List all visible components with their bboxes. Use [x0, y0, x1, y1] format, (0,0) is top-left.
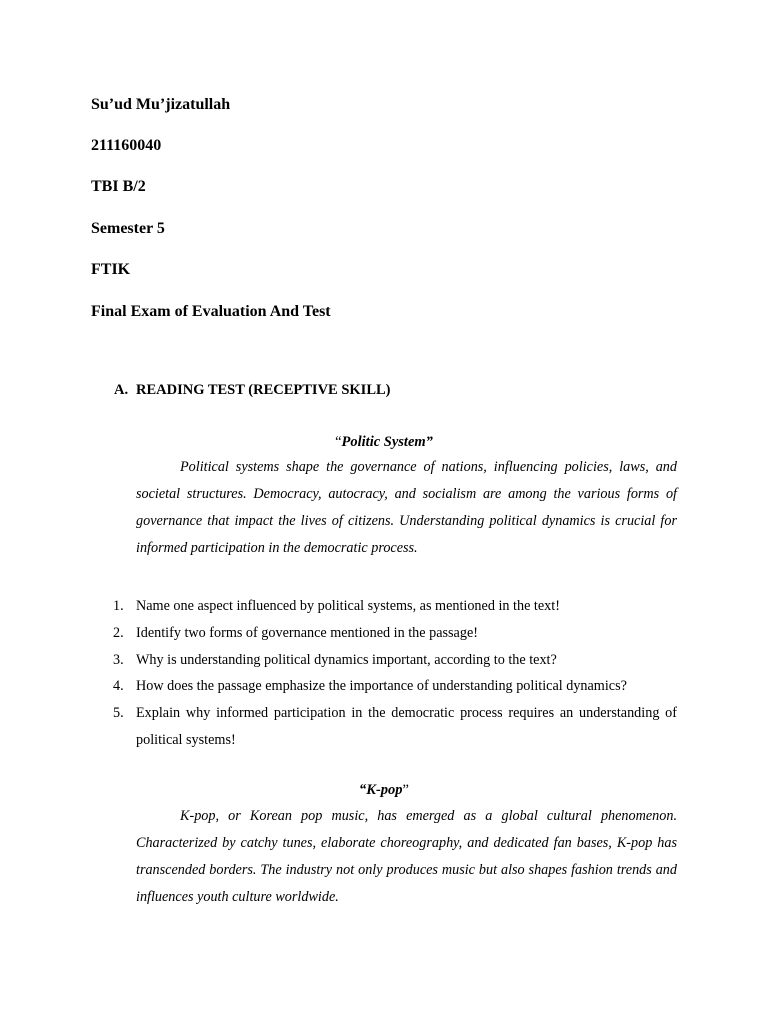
question-text: Explain why informed participation in the democratic process requires an understanding of political systems! — [136, 705, 677, 748]
question-number: 2. — [113, 624, 124, 641]
question-text: Name one aspect influenced by political systems, as mentioned in the text! — [136, 598, 560, 614]
student-class: TBI B/2 — [91, 178, 146, 195]
section-marker: A. — [114, 382, 129, 398]
question-text: Identify two forms of governance mentioned in the passage! — [136, 624, 478, 641]
list-item — [113, 593, 677, 620]
passage-2-title — [0, 780, 768, 800]
question-text: Why is understanding political dynamics important, according to the text? — [136, 651, 557, 668]
passage-1-open-quote: “ — [335, 434, 342, 450]
passage-1-text: Political systems shape the governance of nations, influencing policies, laws, and societal structures. Democracy, autocracy, and socialism are among the various forms of governance that impact the lives of citizens. Understanding political dynamics is crucial for informed participation in the democratic process. — [136, 459, 677, 556]
student-id: 211160040 — [91, 137, 162, 154]
question-number: 4. — [113, 678, 124, 695]
list-item — [113, 700, 677, 754]
question-text: How does the passage emphasize the importance of understanding political dynamics? — [136, 678, 627, 695]
passage-2-close-quote: ” — [402, 782, 409, 798]
question-number: 1. — [113, 598, 124, 614]
list-item — [113, 647, 677, 674]
list-item — [113, 620, 677, 647]
list-item — [113, 673, 677, 700]
faculty: FTIK — [91, 261, 131, 278]
section-a-heading — [114, 380, 391, 400]
exam-title: Final Exam of Evaluation And Test — [91, 303, 331, 320]
semester: Semester 5 — [91, 220, 165, 237]
question-number: 5. — [113, 705, 124, 722]
student-name: Su’ud Mu’jizatullah — [91, 96, 231, 113]
question-list — [113, 593, 677, 754]
section-title: READING TEST (RECEPTIVE SKILL) — [136, 382, 391, 398]
passage-2-text: K-pop, or Korean pop music, has emerged as a global cultural phenomenon. Characterized by catchy tunes, elaborate choreography, and dedicated fan bases, K-pop has transcended borders. The industry not only produces music but also shapes fashion trends and influences youth culture worldwide. — [136, 808, 677, 905]
passage-1-title-text: Politic System” — [341, 434, 433, 450]
question-number: 3. — [113, 651, 124, 668]
passage-2-title-text: “K-pop — [359, 782, 403, 798]
passage-1-title — [0, 432, 768, 452]
